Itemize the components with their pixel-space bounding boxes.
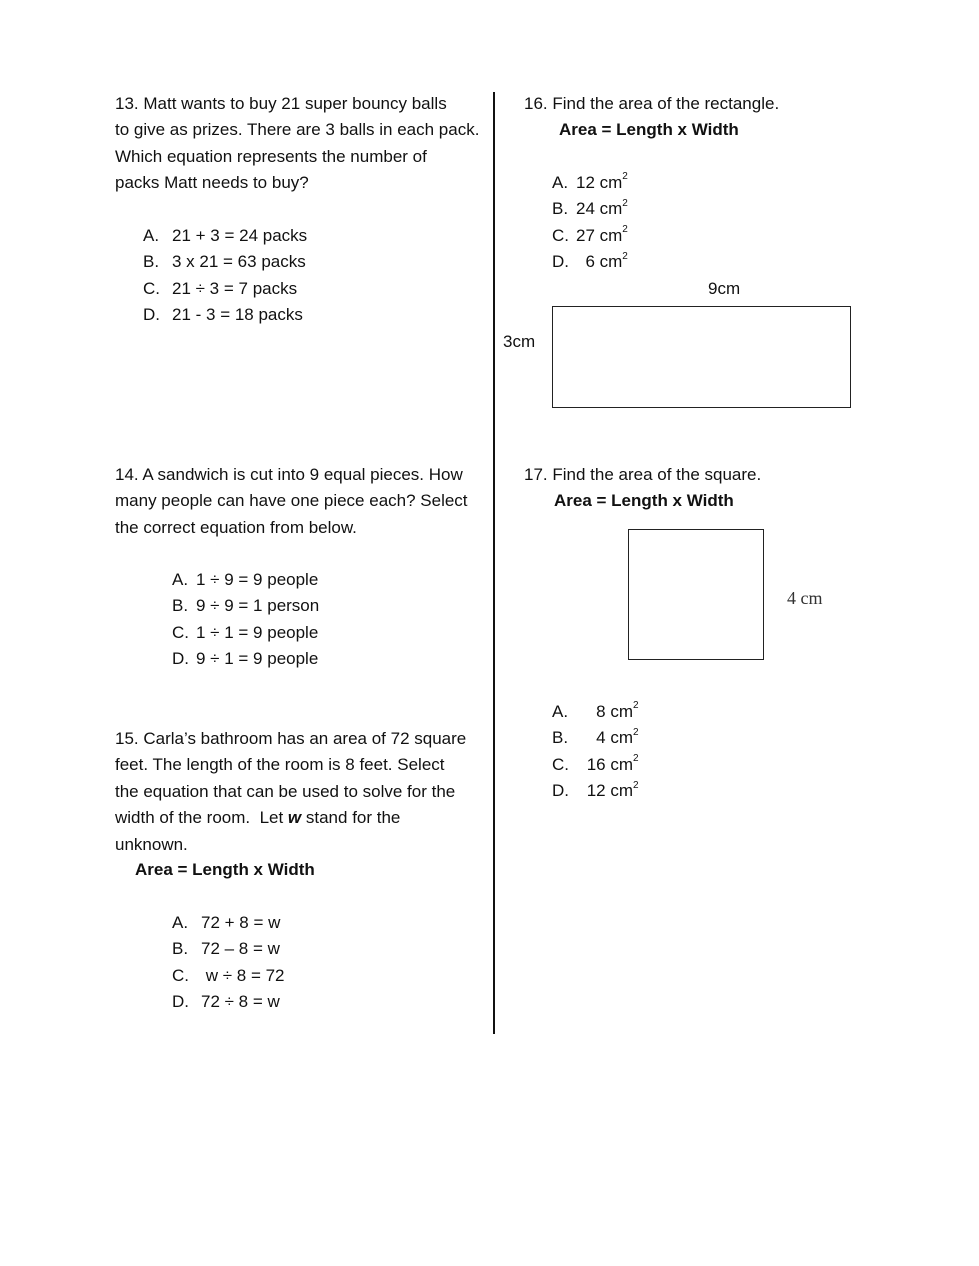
option-16b[interactable]: B. 24 $cm^2$ <box>552 197 628 219</box>
option-17a[interactable]: A. 8 $cm^2$ <box>552 700 639 721</box>
question-15-options <box>172 910 285 1016</box>
question-15 <box>115 726 466 858</box>
question-13-line-4: packs Matt needs to buy? <box>115 173 309 193</box>
option-14b[interactable]: B. 9 ÷ 9 = 1 person <box>172 596 320 616</box>
question-14 <box>115 462 468 541</box>
option-13b[interactable]: B. 3 x 21 = 63 packs <box>143 252 306 272</box>
rectangle-width-label: 9cm <box>708 279 741 298</box>
option-17b[interactable]: B. 4 $cm^2$ <box>552 726 639 748</box>
option-15d[interactable]: D. 72 ÷ 8 = w <box>172 992 280 1012</box>
question-13-options <box>143 223 307 329</box>
option-17c[interactable]: C. 16 $cm^2$ <box>552 753 639 774</box>
question-13 <box>115 91 479 197</box>
option-14a[interactable]: A. 1 ÷ 9 = 9 people <box>172 570 319 589</box>
question-13-line-3: Which equation represents the number of <box>115 146 427 166</box>
square-side-label: 4 cm <box>787 588 823 608</box>
question-14-options <box>172 567 319 673</box>
option-14d[interactable]: D. 9 ÷ 1 = 9 people <box>172 649 319 669</box>
option-16a[interactable]: A. 12 $cm^2$ <box>552 171 628 192</box>
question-17-formula: Area = Length x Width <box>554 491 734 510</box>
option-17d[interactable]: D. 12 $cm^2$ <box>552 779 639 801</box>
rectangle-height-label: 3cm <box>503 332 536 351</box>
option-15b[interactable]: B. 72 – 8 = w <box>172 939 280 959</box>
question-16-options <box>552 170 628 276</box>
option-15a[interactable]: A. 72 + 8 = w <box>172 913 281 932</box>
question-16-formula: Area = Length x Width <box>559 120 739 139</box>
question-13-line-2: to give as prizes. There are 3 balls in each pack. <box>115 120 480 140</box>
question-17-options <box>552 699 639 805</box>
option-14c[interactable]: C. 1 ÷ 1 = 9 people <box>172 622 319 642</box>
question-13-line-1: 13. Matt wants to buy 21 super bouncy balls <box>115 94 447 113</box>
option-13d[interactable]: D. 21 - 3 = 18 packs <box>143 305 303 325</box>
question-16: 16. Find the area of the rectangle. <box>524 94 780 113</box>
question-15-line-5: unknown. <box>115 834 188 854</box>
question-14-line-1: 14. A sandwich is cut into 9 equal pieces. How <box>115 465 463 484</box>
option-13c[interactable]: C. 21 ÷ 3 = 7 packs <box>143 278 298 298</box>
question-15-line-1: 15. Carla’s bathroom has an area of 72 square <box>115 729 467 748</box>
rectangle-figure <box>552 306 851 408</box>
question-15-formula: Area = Length x Width <box>135 860 315 879</box>
question-15-line-2: feet. The length of the room is 8 feet. Select <box>115 755 445 775</box>
option-16c[interactable]: C. 27 $cm^2$ <box>552 224 628 245</box>
question-14-line-2: many people can have one piece each? Select <box>115 491 468 511</box>
column-divider <box>493 92 495 1034</box>
option-16d[interactable]: D. 6 $cm^2$ <box>552 250 628 272</box>
question-14-line-3: the correct equation from below. <box>115 517 357 537</box>
variable-w: w <box>287 808 302 828</box>
question-15-line-3: the equation that can be used to solve for the <box>115 781 456 801</box>
option-15c[interactable]: C. w ÷ 8 = 72 <box>172 965 285 985</box>
question-17: 17. Find the area of the square. <box>524 465 762 484</box>
square-figure <box>628 529 764 660</box>
question-15-line-4: width of the room. Let w stand for the <box>115 808 401 828</box>
option-13a[interactable]: A. 21 + 3 = 24 packs <box>143 226 308 245</box>
